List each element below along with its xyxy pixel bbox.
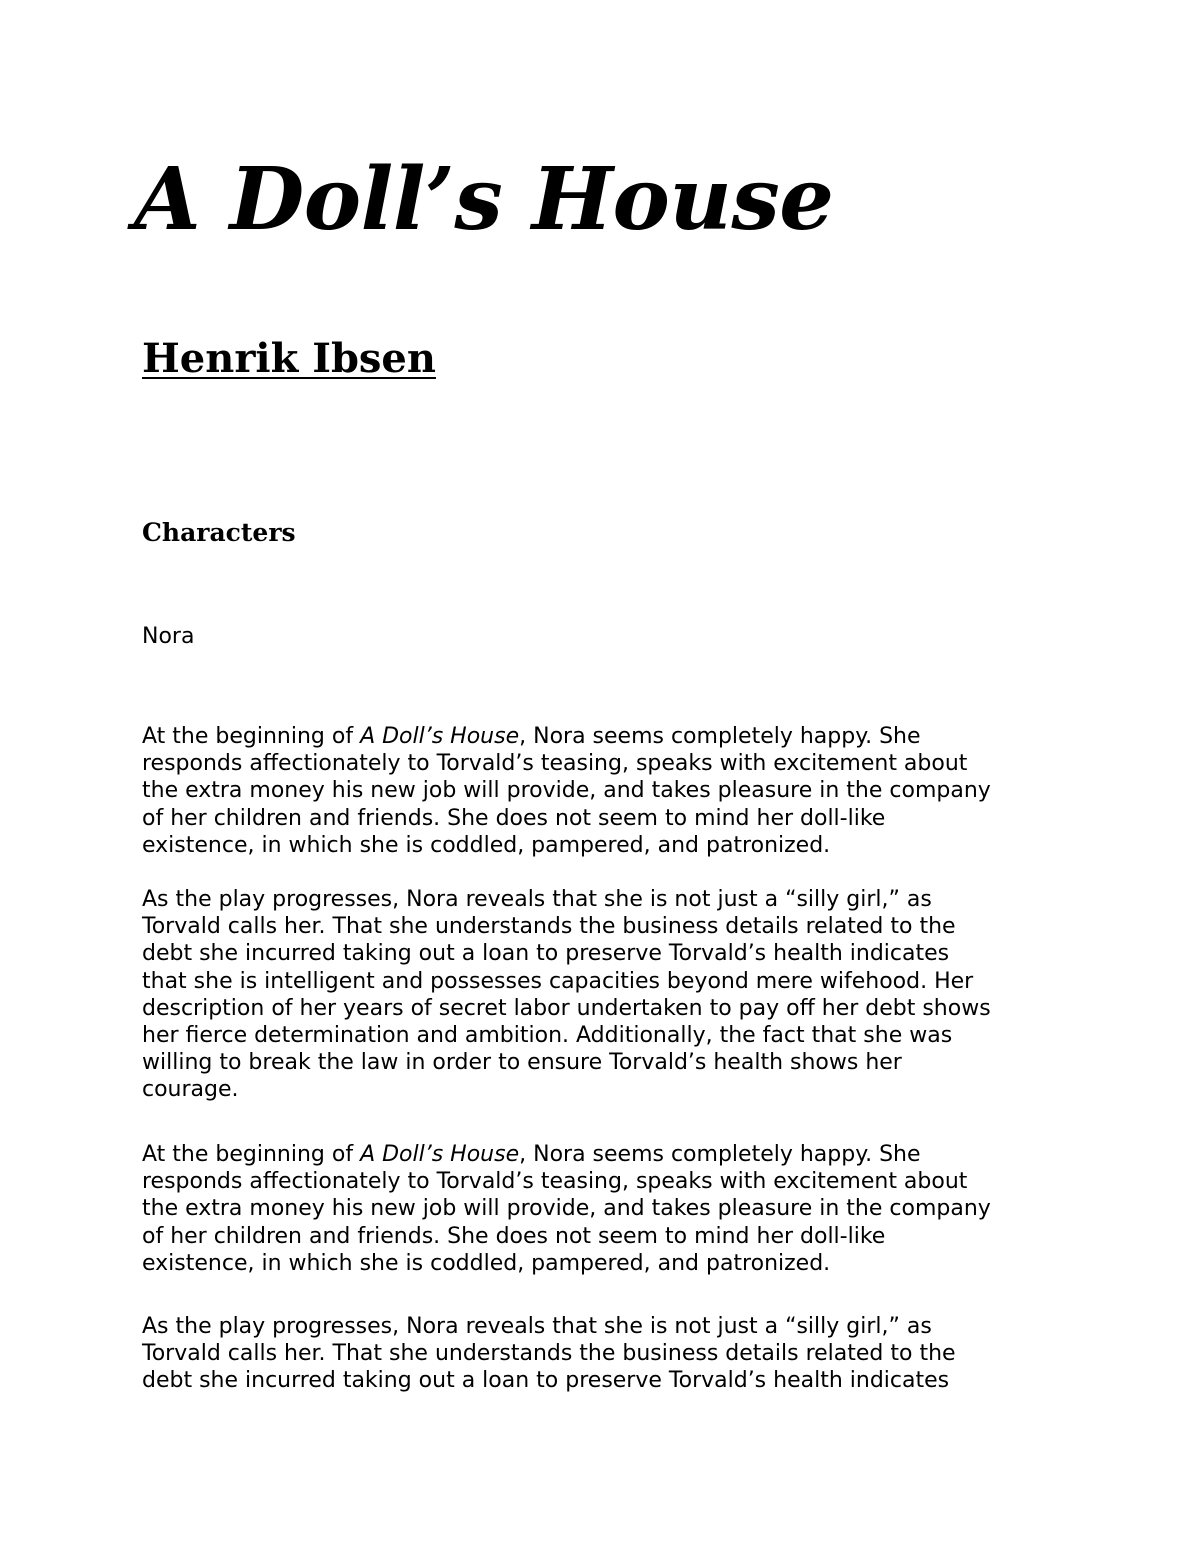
paragraph-line: the extra money his new job will provide, and takes pleasure in the company bbox=[142, 778, 991, 804]
paragraph-line: that she is intelligent and possesses capacities beyond mere wifehood. Her bbox=[142, 968, 974, 994]
paragraph-line: willing to break the law in order to ensure Torvald’s health shows her bbox=[142, 1050, 902, 1076]
paragraph-line: courage. bbox=[142, 1077, 239, 1103]
body-paragraph bbox=[142, 886, 1072, 1104]
paragraph-line: At the beginning of A Doll’s House, Nora seems completely happy. She bbox=[142, 1142, 921, 1167]
paragraph-line: debt she incurred taking out a loan to preserve Torvald’s health indicates bbox=[142, 941, 950, 967]
paragraph-line: of her children and friends. She does not seem to mind her doll-like bbox=[142, 805, 886, 831]
paragraph-line: her fierce determination and ambition. Additionally, the fact that she was bbox=[142, 1023, 953, 1049]
document-title: A Doll’s House bbox=[134, 149, 834, 250]
paragraph-line: Torvald calls her. That she understands the business details related to the bbox=[142, 1341, 956, 1367]
section-heading-characters: Characters bbox=[142, 518, 296, 547]
play-title-emphasis: A Doll’s House bbox=[360, 1142, 520, 1167]
paragraph-line: description of her years of secret labor undertaken to pay off her debt shows bbox=[142, 995, 991, 1021]
character-name-nora: Nora bbox=[142, 624, 195, 649]
paragraph-line: the extra money his new job will provide, and takes pleasure in the company bbox=[142, 1196, 991, 1222]
paragraph-line: existence, in which she is coddled, pampered, and patronized. bbox=[142, 832, 831, 858]
play-title-emphasis: A Doll’s House bbox=[360, 724, 520, 749]
paragraph-line: responds affectionately to Torvald’s teasing, speaks with excitement about bbox=[142, 1169, 968, 1195]
body-paragraph bbox=[142, 723, 1072, 859]
body-paragraph bbox=[142, 1141, 1072, 1277]
paragraph-line: existence, in which she is coddled, pampered, and patronized. bbox=[142, 1250, 831, 1276]
paragraph-line: At the beginning of A Doll’s House, Nora seems completely happy. She bbox=[142, 724, 921, 749]
paragraph-line: debt she incurred taking out a loan to preserve Torvald’s health indicates bbox=[142, 1368, 950, 1394]
paragraph-line: As the play progresses, Nora reveals that she is not just a “silly girl,” as bbox=[142, 887, 932, 912]
author-name: Henrik Ibsen bbox=[142, 335, 436, 382]
body-paragraph bbox=[142, 1313, 1072, 1395]
paragraph-line: responds affectionately to Torvald’s teasing, speaks with excitement about bbox=[142, 751, 968, 777]
paragraph-line: As the play progresses, Nora reveals that she is not just a “silly girl,” as bbox=[142, 1314, 932, 1339]
paragraph-line: of her children and friends. She does not seem to mind her doll-like bbox=[142, 1223, 886, 1249]
paragraph-line: Torvald calls her. That she understands the business details related to the bbox=[142, 914, 956, 940]
